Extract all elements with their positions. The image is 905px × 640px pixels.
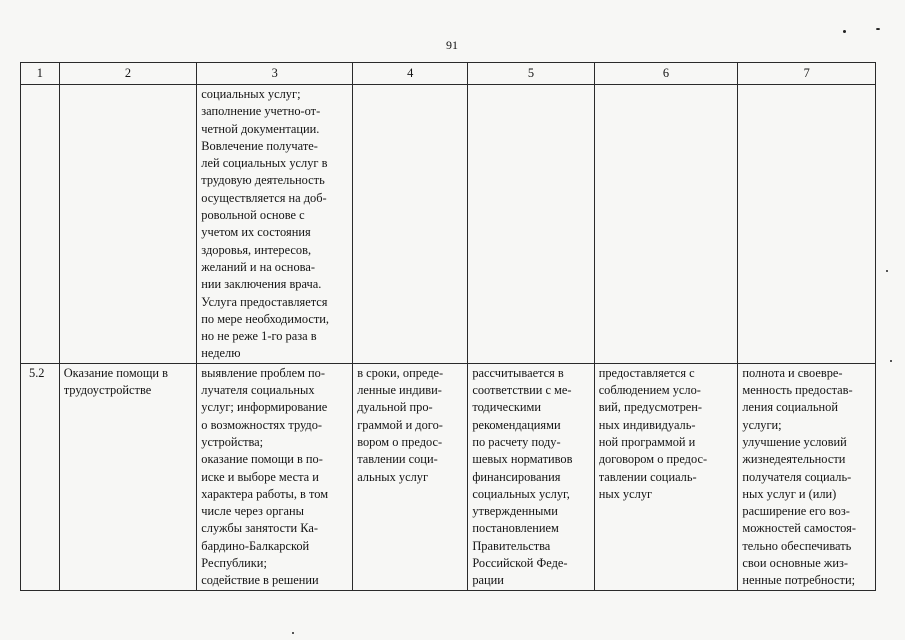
text-line: иске и выборе места и (201, 469, 319, 484)
row1-col7 (738, 85, 876, 364)
text-line: получателя социаль- (742, 469, 852, 484)
text-line: шевых нормативов (472, 452, 573, 467)
text-line: постановлением (472, 521, 559, 536)
text-line: вий, предусмотрен- (598, 400, 703, 415)
text-line: социальных услуг, (472, 486, 570, 501)
text-line: тавлении соци- (357, 452, 438, 467)
text-line: трудоустройстве (63, 383, 152, 398)
text-line: дуальной про- (357, 400, 433, 415)
text-line: службы занятости Ка- (201, 521, 318, 536)
text-line: Вовлечение получате- (201, 138, 318, 153)
text-line: числе через органы (201, 504, 304, 519)
header-col-6: 6 (594, 63, 738, 85)
text-line: Услуга предоставляется (201, 294, 328, 309)
header-col-2: 2 (59, 63, 197, 85)
text-line: Российской Феде- (472, 556, 568, 571)
text-line: менность предостав- (742, 383, 853, 398)
header-col-5: 5 (468, 63, 594, 85)
row2-description (197, 363, 353, 590)
table-row (21, 85, 876, 364)
text-line: осуществляется на доб- (201, 190, 327, 205)
row1-col1 (21, 85, 60, 364)
text-line: свои основные жиз- (742, 556, 849, 571)
text-line: в сроки, опреде- (357, 365, 444, 380)
row2-service-name (59, 363, 197, 590)
row2-results (738, 363, 876, 590)
text-line: бардино-Балкарской (201, 538, 310, 553)
text-line: услуги; (742, 417, 782, 432)
row2-cost (468, 363, 594, 590)
scan-speck (876, 28, 880, 30)
text-line: нии заключения врача. (201, 277, 322, 292)
text-line: соответствии с ме- (472, 383, 572, 398)
text-line: рекомендациями (472, 417, 561, 432)
scan-speck (890, 360, 892, 362)
text-line: ных услуг (598, 486, 653, 501)
text-line: ления социальной (742, 400, 838, 415)
table-row (21, 363, 876, 590)
text-line: жизнедеятельности (742, 452, 846, 467)
page-number: 91 (446, 38, 458, 52)
text-line: выявление проблем по- (201, 365, 325, 380)
text-line: ненные потребности; (742, 573, 856, 588)
row2-conditions (594, 363, 738, 590)
row2-number: 5.2 (21, 363, 60, 590)
text-line: но не реже 1-го раза в (201, 329, 317, 344)
text-line: тодическими (472, 400, 542, 415)
text-line: ных индивидуаль- (598, 417, 696, 432)
text-line: характера работы, в том (201, 486, 329, 501)
header-col-1: 1 (21, 63, 60, 85)
text-line: тавлении социаль- (598, 469, 697, 484)
text-line: ленные индиви- (357, 383, 442, 398)
text-line: по расчету поду- (472, 434, 561, 449)
text-line: трудовую деятельность (201, 173, 325, 188)
text-line: граммой и дого- (357, 417, 443, 432)
text-line: ных услуг и (или) (742, 486, 837, 501)
text-line: лей социальных услуг в (201, 156, 328, 171)
text-line: оказание помощи в по- (201, 452, 323, 467)
scan-speck (292, 632, 294, 634)
text-line: заполнение учетно-от- (201, 104, 321, 119)
scan-speck (843, 30, 846, 33)
header-col-3: 3 (197, 63, 353, 85)
text-line: Правительства (472, 538, 551, 553)
row1-col4 (353, 85, 468, 364)
text-line: Оказание помощи в (63, 365, 168, 380)
text-line: можностей самостоя- (742, 521, 856, 536)
header-col-7: 7 (738, 63, 876, 85)
text-line: содействие в решении (201, 573, 319, 588)
row1-col6 (594, 85, 738, 364)
row1-col2 (59, 85, 197, 364)
table-header-row (21, 63, 876, 85)
text-line: тельно обеспечивать (742, 538, 852, 553)
text-line: желаний и на основа- (201, 259, 315, 274)
text-line: Республики; (201, 556, 267, 571)
text-line: здоровья, интересов, (201, 242, 312, 257)
text-line: улучшение условий (742, 434, 847, 449)
text-line: о возможностях трудо- (201, 417, 323, 432)
services-table (20, 62, 876, 591)
text-line: предоставляется с (598, 365, 695, 380)
text-line: утвержденными (472, 504, 558, 519)
row2-terms (353, 363, 468, 590)
text-line: полнота и своевре- (742, 365, 843, 380)
text-line: рассчитывается в (472, 365, 564, 380)
text-line: договором о предос- (598, 452, 708, 467)
text-line: неделю (201, 346, 241, 361)
text-line: ровольной основе с (201, 208, 305, 223)
row1-col3 (197, 85, 353, 364)
text-line: четной документации. (201, 121, 320, 136)
text-line: финансирования (472, 469, 561, 484)
text-line: вором о предос- (357, 434, 443, 449)
header-col-4: 4 (353, 63, 468, 85)
text-line: по мере необходимости, (201, 311, 329, 326)
text-line: лучателя социальных (201, 383, 315, 398)
text-line: устройства; (201, 434, 264, 449)
text-line: расширение его воз- (742, 504, 850, 519)
text-line: ной программой и (598, 434, 696, 449)
text-line: рации (472, 573, 504, 588)
text-line: учетом их состояния (201, 225, 311, 240)
scan-speck (886, 270, 888, 272)
text-line: социальных услуг; (201, 87, 301, 101)
text-line: услуг; информирование (201, 400, 328, 415)
text-line: альных услуг (357, 469, 429, 484)
row1-col5 (468, 85, 594, 364)
text-line: соблюдением усло- (598, 383, 701, 398)
